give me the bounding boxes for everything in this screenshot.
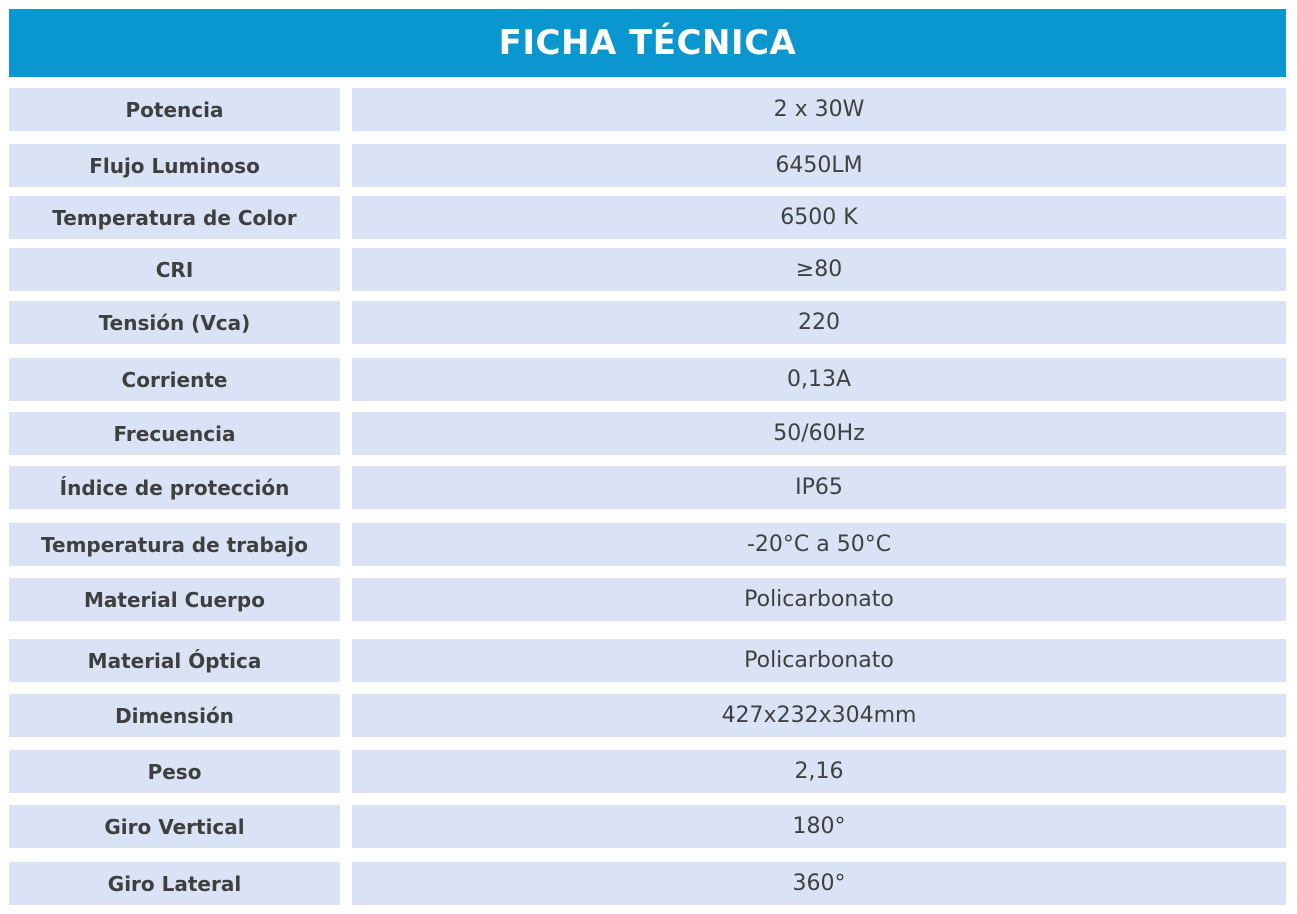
spec-value: Policarbonato xyxy=(352,639,1286,682)
spec-row-material-optica xyxy=(0,639,1297,682)
spec-row-temperatura-trabajo xyxy=(0,523,1297,566)
spec-value: 220 xyxy=(352,301,1286,344)
spec-row-giro-vertical xyxy=(0,805,1297,848)
spec-value: 2,16 xyxy=(352,750,1286,793)
spec-row-peso xyxy=(0,750,1297,793)
spec-row-cri xyxy=(0,248,1297,291)
spec-value: 360° xyxy=(352,862,1286,905)
page-title: FICHA TÉCNICA xyxy=(498,23,797,63)
spec-value: -20°C a 50°C xyxy=(352,523,1286,566)
spec-label: Tensión (Vca) xyxy=(9,301,340,344)
spec-label: CRI xyxy=(9,248,340,291)
spec-label: Flujo Luminoso xyxy=(9,144,340,187)
spec-label: Frecuencia xyxy=(9,412,340,455)
spec-value: 6500 K xyxy=(352,196,1286,239)
spec-label: Temperatura de Color xyxy=(9,196,340,239)
spec-row-dimension xyxy=(0,694,1297,737)
spec-value: IP65 xyxy=(352,466,1286,509)
spec-value: 2 x 30W xyxy=(352,88,1286,131)
spec-label: Giro Vertical xyxy=(9,805,340,848)
spec-label: Material Óptica xyxy=(9,639,340,682)
spec-value: 0,13A xyxy=(352,358,1286,401)
spec-label: Dimensión xyxy=(9,694,340,737)
spec-label: Índice de protección xyxy=(9,466,340,509)
spec-row-tension xyxy=(0,301,1297,344)
spec-row-temperatura-color xyxy=(0,196,1297,239)
spec-row-potencia xyxy=(0,88,1297,131)
spec-row-indice-proteccion xyxy=(0,466,1297,509)
spec-label: Corriente xyxy=(9,358,340,401)
spec-value: 6450LM xyxy=(352,144,1286,187)
spec-row-corriente xyxy=(0,358,1297,401)
spec-label: Peso xyxy=(9,750,340,793)
spec-value: ≥80 xyxy=(352,248,1286,291)
spec-label: Potencia xyxy=(9,88,340,131)
spec-label: Giro Lateral xyxy=(9,862,340,905)
spec-value: 427x232x304mm xyxy=(352,694,1286,737)
spec-sheet-header xyxy=(9,9,1286,77)
spec-label: Material Cuerpo xyxy=(9,578,340,621)
spec-label: Temperatura de trabajo xyxy=(9,523,340,566)
spec-row-frecuencia xyxy=(0,412,1297,455)
spec-row-giro-lateral xyxy=(0,862,1297,905)
spec-value: 180° xyxy=(352,805,1286,848)
spec-row-flujo-luminoso xyxy=(0,144,1297,187)
spec-value: Policarbonato xyxy=(352,578,1286,621)
spec-row-material-cuerpo xyxy=(0,578,1297,621)
spec-value: 50/60Hz xyxy=(352,412,1286,455)
